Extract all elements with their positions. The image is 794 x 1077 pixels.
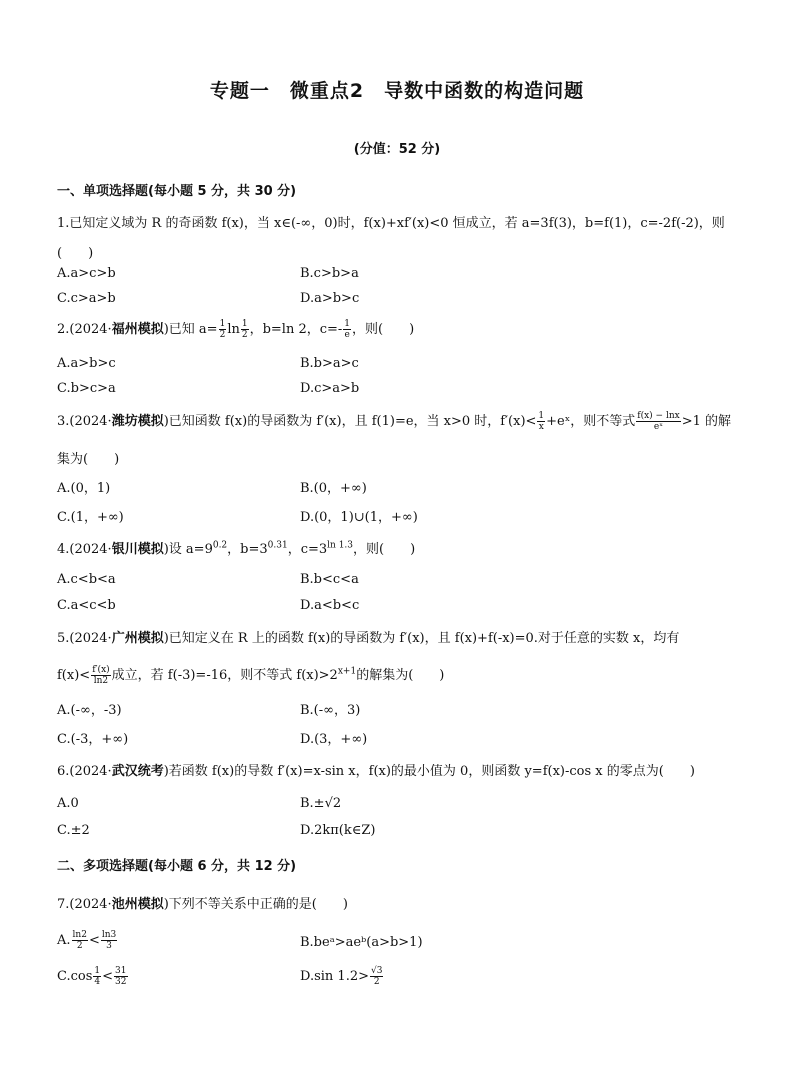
q2-text-post: ，则( ) bbox=[352, 322, 415, 337]
q2-frac3-den: e bbox=[344, 330, 350, 340]
q3-frac2-num: f(x) − lnx bbox=[637, 411, 680, 421]
q2-number: 2.(2024· bbox=[57, 322, 112, 337]
q2-source: 福州模拟 bbox=[111, 322, 164, 337]
q5-option-a: A.(-∞，-3) bbox=[57, 703, 122, 718]
q2-fraction-2 bbox=[241, 319, 249, 340]
q5-number: 5.(2024· bbox=[57, 631, 112, 646]
q7-c-op: < bbox=[102, 969, 114, 984]
q7-a-fraction-1 bbox=[72, 930, 88, 951]
q5-frac-num: f′(x) bbox=[92, 665, 110, 675]
q3-text-post: >1 的解 bbox=[681, 414, 732, 429]
q4-source: 银川模拟 bbox=[111, 542, 164, 557]
q5-text-pre: )已知定义在 R 上的函数 f(x)的导函数为 f′(x)，且 f(x)+f(-x)=0.对于任意的实数 x，均有 bbox=[163, 631, 680, 646]
q3-fraction-2 bbox=[636, 411, 680, 432]
q3-frac1-num: 1 bbox=[538, 411, 545, 421]
q2-frac2-den: 2 bbox=[241, 330, 248, 340]
q3-option-a: A.(0，1) bbox=[57, 481, 111, 496]
q4-number: 4.(2024· bbox=[57, 542, 112, 557]
q1-option-c: C.c>a>b bbox=[57, 291, 116, 306]
q2-option-b: B.b>a>c bbox=[300, 356, 359, 371]
q5-l2-post: 的解集为( ) bbox=[356, 668, 445, 683]
q7-option-a bbox=[57, 930, 118, 951]
q7-c-f1-num: 1 bbox=[94, 966, 101, 976]
q3-frac2-den: eˣ bbox=[653, 422, 664, 432]
q2-text-pre: )已知 a= bbox=[163, 322, 218, 337]
q6-number: 6.(2024· bbox=[57, 764, 112, 779]
q2-frac2-num: 1 bbox=[241, 319, 248, 329]
section-multi-choice: 二、多项选择题(每小题 6 分，共 12 分) bbox=[57, 859, 297, 874]
q7-c-letter: C.cos bbox=[57, 969, 93, 984]
q2-option-c: C.b>c>a bbox=[57, 381, 116, 396]
q7-d-f-num: √3 bbox=[371, 966, 383, 976]
q6-option-c: C.±2 bbox=[57, 823, 90, 838]
q3-number: 3.(2024· bbox=[57, 414, 112, 429]
q4-text-post: ，则( ) bbox=[353, 542, 416, 557]
q4-option-c: C.a<c<b bbox=[57, 598, 116, 613]
q7-d-text: D.sin 1.2> bbox=[300, 969, 369, 984]
q5-fraction bbox=[91, 665, 110, 686]
q7-option-c bbox=[57, 966, 129, 987]
q7-number: 7.(2024· bbox=[57, 897, 112, 912]
q5-exp: x+1 bbox=[337, 666, 357, 677]
q7-text-post: )下列不等关系中正确的是( ) bbox=[163, 897, 348, 912]
q7-d-fraction bbox=[370, 966, 383, 987]
q7-source: 池州模拟 bbox=[111, 897, 164, 912]
q3-option-d: D.(0，1)∪(1，+∞) bbox=[300, 510, 418, 525]
q7-a-f1-den: 2 bbox=[76, 941, 83, 951]
q5-frac-den: ln2 bbox=[93, 676, 109, 686]
q2-frac3-num: 1 bbox=[344, 319, 351, 329]
q7-a-fraction-2 bbox=[101, 930, 117, 951]
q4-text-m1: ，b=3 bbox=[227, 542, 268, 557]
q6-option-d: D.2kπ(k∈Z) bbox=[300, 823, 376, 838]
q5-l2-mid: 成立，若 f(-3)=-16，则不等式 f(x)>2 bbox=[111, 668, 338, 683]
question-4-stem bbox=[57, 538, 415, 557]
q4-exp-b: 0.31 bbox=[267, 540, 288, 551]
q7-c-f2-num: 31 bbox=[115, 966, 127, 976]
q7-c-f1-den: 4 bbox=[94, 977, 101, 987]
q3-text-pre: )已知函数 f(x)的导函数为 f′(x)，且 f(1)=e，当 x>0 时，f′(x)< bbox=[163, 414, 537, 429]
question-5-stem bbox=[57, 627, 679, 646]
q3-source: 潍坊模拟 bbox=[111, 414, 164, 429]
q7-a-f2-num: ln3 bbox=[101, 930, 117, 940]
q2-option-d: D.c>a>b bbox=[300, 381, 360, 396]
q3-text-mid: +eˣ，则不等式 bbox=[546, 414, 636, 429]
q3-frac1-den: x bbox=[538, 422, 544, 432]
question-3-stem bbox=[57, 410, 731, 432]
q7-option-b: B.beᵃ>aeᵇ(a>b>1) bbox=[300, 935, 423, 950]
q2-frac1-den: 2 bbox=[219, 330, 226, 340]
q1-option-b: B.c>b>a bbox=[300, 266, 359, 281]
q5-option-c: C.(-3，+∞) bbox=[57, 732, 129, 747]
q7-a-f2-den: 3 bbox=[106, 941, 112, 951]
q4-text-pre: )设 a=9 bbox=[163, 542, 213, 557]
q2-text-mid: ，b=ln 2，c=- bbox=[249, 322, 343, 337]
q5-l2-pre: f(x)< bbox=[57, 668, 91, 683]
page-title: 专题一 微重点2 导数中函数的构造问题 bbox=[209, 80, 585, 102]
q4-option-b: B.b<c<a bbox=[300, 572, 359, 587]
q7-option-d bbox=[300, 966, 384, 987]
q6-source: 武汉统考 bbox=[111, 764, 164, 779]
q4-exp-a: 0.2 bbox=[212, 540, 228, 551]
q3-option-c: C.(1，+∞) bbox=[57, 510, 124, 525]
q4-option-d: D.a<b<c bbox=[300, 598, 360, 613]
q3-option-b: B.(0，+∞) bbox=[300, 481, 367, 496]
score-note: (分值：52 分) bbox=[353, 142, 441, 157]
question-7-stem bbox=[57, 893, 348, 912]
q7-a-op: < bbox=[88, 933, 100, 948]
q1-option-a: A.a>c>b bbox=[57, 266, 116, 281]
q6-option-b: B.±√2 bbox=[300, 796, 342, 811]
q7-c-f2-den: 32 bbox=[115, 977, 127, 987]
question-1-blank: ( ) bbox=[57, 246, 94, 261]
q2-fraction-3 bbox=[343, 319, 351, 340]
question-5-line-2 bbox=[57, 664, 444, 686]
q2-text-ln: ln bbox=[227, 322, 240, 337]
question-1-stem: 1.已知定义域为 R 的奇函数 f(x)，当 x∈(-∞，0)时，f(x)+xf′(x)<0 恒成立，若 a=3f(3)，b=f(1)，c=-2f(-2)，则 bbox=[57, 216, 725, 231]
q7-d-f-den: 2 bbox=[373, 977, 380, 987]
q5-option-d: D.(3，+∞) bbox=[300, 732, 368, 747]
q2-option-a: A.a>b>c bbox=[57, 356, 116, 371]
q5-option-b: B.(-∞，3) bbox=[300, 703, 361, 718]
q3-fraction-1 bbox=[537, 411, 545, 432]
q7-c-fraction-1 bbox=[93, 966, 101, 987]
q4-text-m2: ，c=3 bbox=[287, 542, 328, 557]
q7-a-f1-num: ln2 bbox=[72, 930, 87, 940]
q1-option-d: D.a>b>c bbox=[300, 291, 360, 306]
q6-option-a: A.0 bbox=[57, 796, 79, 811]
q6-text-post: )若函数 f(x)的导数 f′(x)=x-sin x，f(x)的最小值为 0，则函数 y=f(x)-cos x 的零点为( ) bbox=[163, 764, 695, 779]
q7-c-fraction-2 bbox=[114, 966, 127, 987]
question-6-stem bbox=[57, 760, 695, 779]
q4-option-a: A.c<b<a bbox=[57, 572, 116, 587]
q2-frac1-num: 1 bbox=[219, 319, 226, 329]
question-3-line-2: 集为( ) bbox=[57, 452, 120, 467]
section-single-choice: 一、单项选择题(每小题 5 分，共 30 分) bbox=[57, 184, 297, 199]
question-2-stem bbox=[57, 318, 414, 340]
q7-a-letter: A. bbox=[57, 933, 71, 948]
q4-exp-c: ln 1.3 bbox=[327, 540, 354, 551]
q2-fraction-1 bbox=[219, 319, 227, 340]
q5-source: 广州模拟 bbox=[111, 631, 164, 646]
